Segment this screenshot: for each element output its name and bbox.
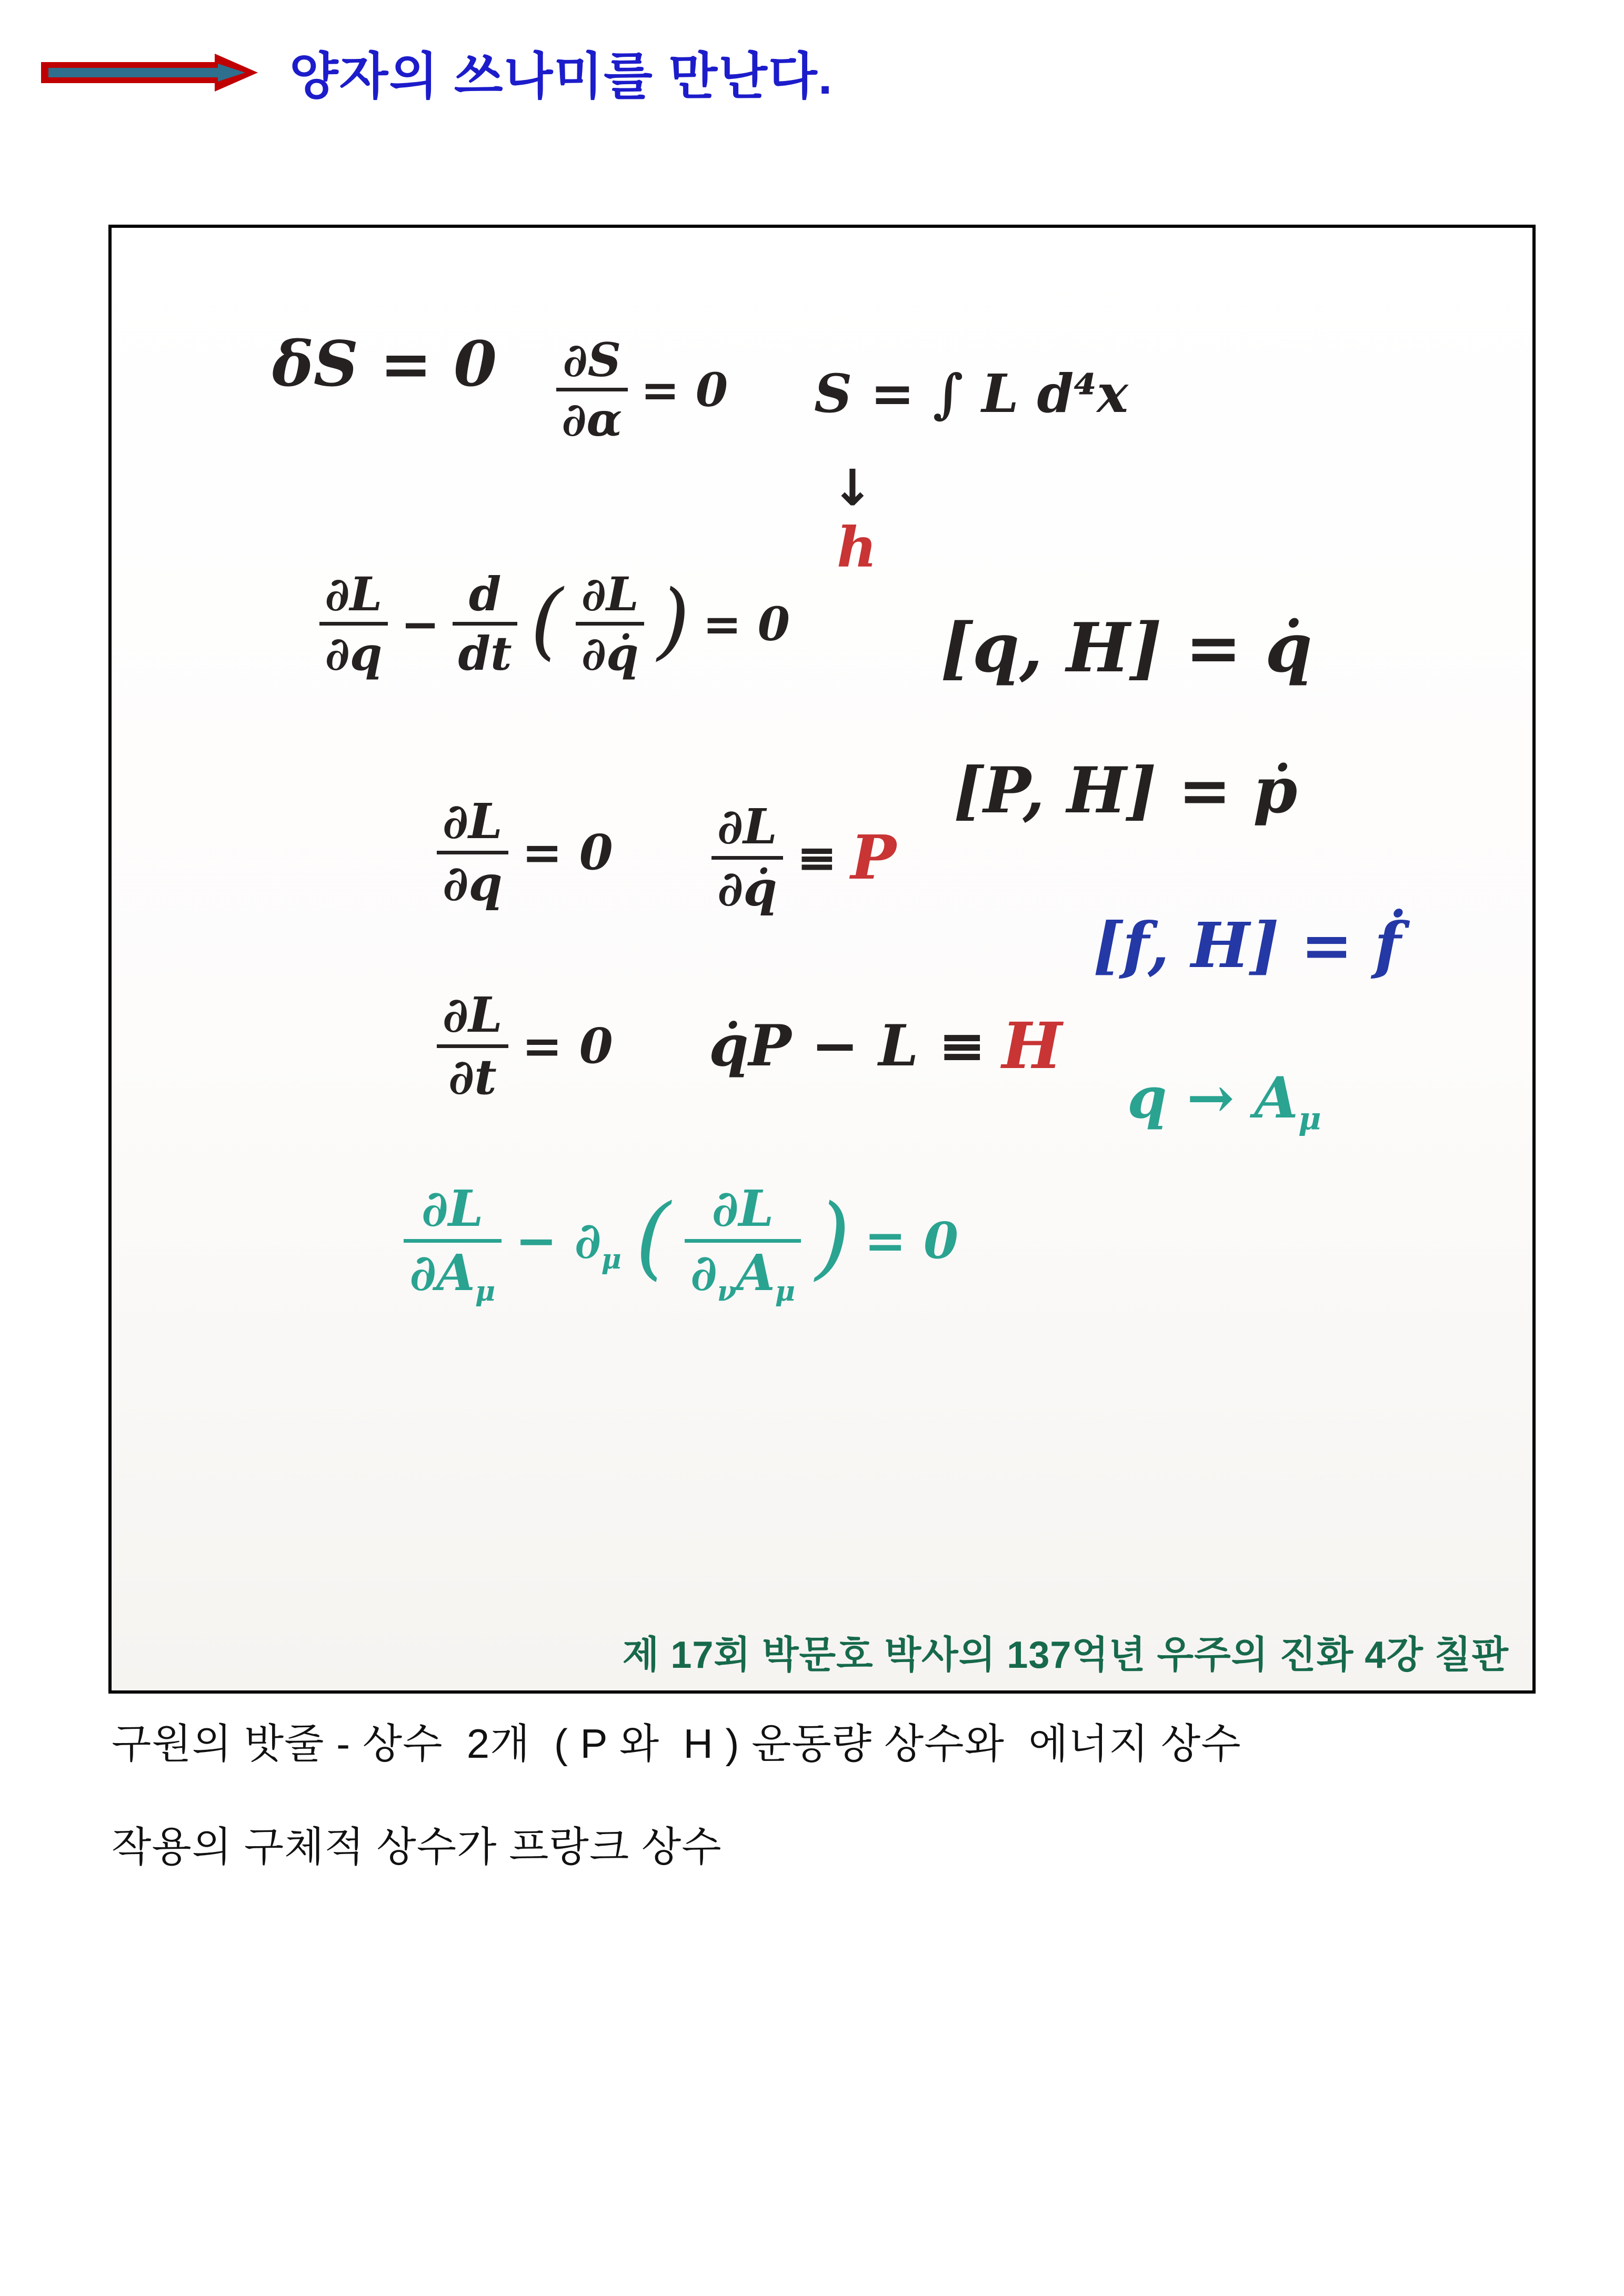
numerator: ∂L: [443, 986, 503, 1043]
eq-field-euler-lagrange: [404, 1180, 959, 1307]
eq-dl-dq-zero: [437, 793, 613, 912]
down-arrow-icon: ↓: [831, 459, 874, 517]
denominator: ∂q̇: [576, 622, 644, 678]
eq-commutator-p-h: [P, H] = ṗ: [954, 753, 1298, 828]
fraction: [437, 986, 508, 1106]
eq-dl-dt-zero: [437, 986, 613, 1106]
mu-subscript: μ: [775, 1275, 796, 1307]
fraction: [685, 1180, 801, 1307]
note-line-2: 작용의 구체적 상수가 프랑크 상수: [112, 1824, 722, 1870]
fraction: [576, 567, 644, 681]
momentum-symbol-p: P: [850, 822, 896, 893]
fraction: [711, 798, 783, 918]
denominator: ∂q̇: [711, 856, 783, 914]
red-arrow-icon: [41, 53, 259, 93]
mu-subscript: μ: [1298, 1100, 1321, 1137]
denominator: [685, 1239, 801, 1307]
numerator: ∂L: [581, 567, 639, 621]
eq-momentum-definition: [711, 798, 896, 918]
denominator: dt: [453, 622, 517, 678]
numerator: ∂S: [563, 333, 621, 387]
left-paren: (: [530, 572, 563, 669]
right-paren: ): [657, 572, 690, 669]
hamiltonian-symbol-h: H: [1001, 1008, 1062, 1083]
note-line-1: 구원의 밧줄 - 상수 2개 ( P 와 H ) 운동량 상수와 에너지 상수: [112, 1720, 1241, 1767]
numerator: ∂L: [711, 1180, 774, 1238]
eq-gauge-substitution: [1127, 1065, 1321, 1137]
equals-zero: = 0: [522, 1018, 613, 1075]
numerator: ∂L: [421, 1180, 484, 1238]
identical-sign: ≡: [796, 829, 837, 887]
equals-zero: = 0: [640, 362, 728, 417]
fraction: [453, 567, 517, 681]
equals-zero: = 0: [703, 596, 790, 651]
legendre-lhs: q̇P − L ≡: [709, 1013, 986, 1080]
equals-zero: = 0: [522, 824, 613, 881]
fraction: [319, 567, 388, 681]
numerator: ∂L: [717, 798, 777, 855]
denominator: ∂t: [437, 1044, 508, 1103]
right-paren: ): [815, 1185, 850, 1290]
mu-subscript: μ: [475, 1275, 496, 1307]
gauge-lhs: q → A: [1127, 1065, 1299, 1131]
field-a: A: [736, 1243, 775, 1302]
whiteboard-photo: [108, 225, 1536, 1694]
eq-variation-of-action: δS = 0: [272, 327, 497, 400]
eq-commutator-q-h: [q, H] = q̇: [940, 609, 1312, 688]
minus-partial: − ∂: [515, 1212, 602, 1271]
eq-commutator-f-h: [f, H] = ḟ: [1093, 909, 1401, 982]
eq-euler-lagrange: [319, 567, 790, 681]
partial: ∂: [690, 1243, 717, 1302]
minus-sign: −: [400, 596, 440, 651]
denominator: [404, 1239, 502, 1307]
eq-hamiltonian-definition: [709, 1008, 1062, 1083]
eq-ds-dalpha: [556, 333, 728, 447]
denominator: ∂q: [319, 622, 388, 678]
equals-zero: = 0: [864, 1212, 959, 1271]
eq-action-integral: S = ∫ L d⁴x: [814, 362, 1128, 425]
left-paren: (: [635, 1185, 671, 1290]
denominator: ∂q: [437, 851, 508, 909]
photo-caption: 제 17회 박문호 박사의 137억년 우주의 진화 4강 칠판: [622, 1634, 1509, 1676]
minus-partial-mu: [515, 1212, 621, 1276]
planck-constant-h: h: [837, 515, 877, 580]
fraction: [404, 1180, 502, 1307]
denominator: ∂α: [556, 388, 628, 444]
fraction: [556, 333, 628, 447]
mu-subscript: μ: [601, 1243, 621, 1276]
numerator: d: [468, 567, 502, 621]
nu-subscript: ν: [717, 1275, 737, 1307]
numerator: ∂L: [443, 793, 503, 850]
page-title: 양자의 쓰나미를 만난다.: [289, 48, 834, 105]
fraction: [437, 793, 508, 912]
partial-a: ∂A: [409, 1243, 475, 1302]
numerator: ∂L: [325, 567, 383, 621]
